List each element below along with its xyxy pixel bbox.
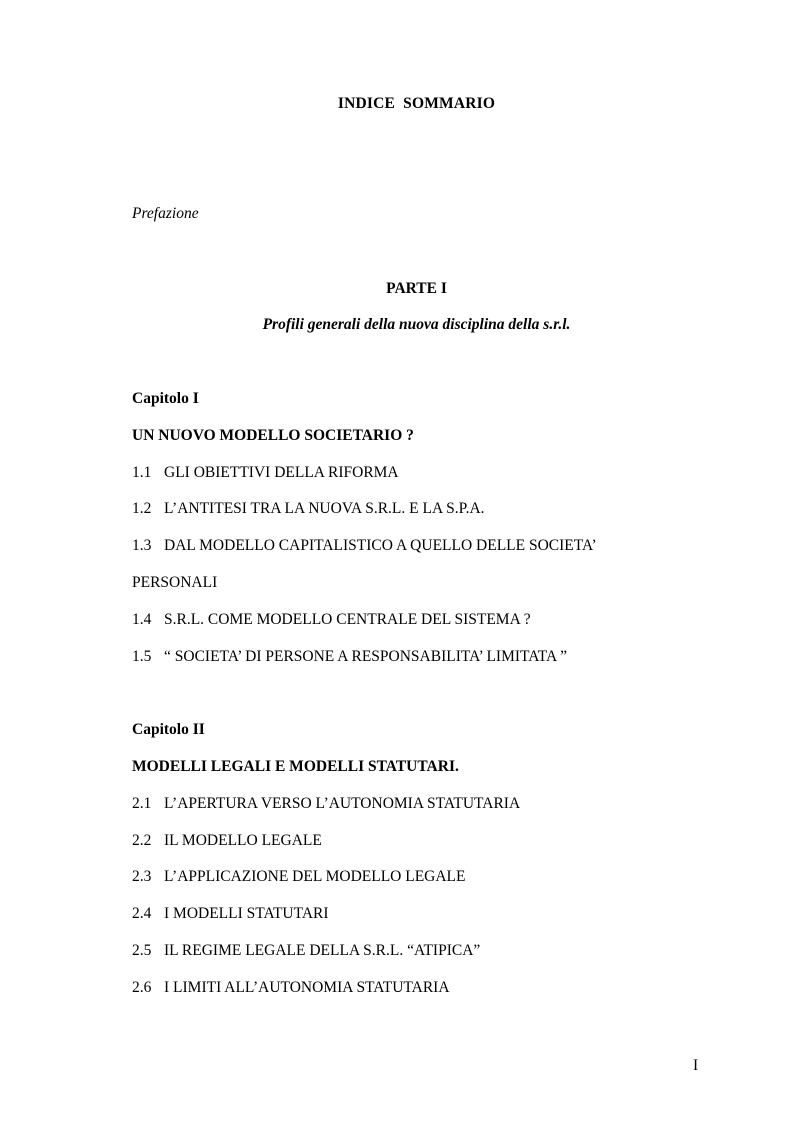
preface-entry: Prefazione <box>132 205 199 222</box>
toc-entry <box>132 648 567 666</box>
section-title: DAL MODELLO CAPITALISTICO A QUELLO DELLE SOCIETA’ <box>164 537 597 554</box>
toc-entry <box>132 464 399 482</box>
toc-entry <box>132 537 597 555</box>
section-number: 1.1 <box>132 464 152 481</box>
part-label: PARTE I <box>386 280 447 297</box>
section-number: 2.4 <box>132 905 152 922</box>
section-number: 2.1 <box>132 795 152 812</box>
toc-entry <box>132 795 520 813</box>
toc-entry <box>132 868 466 886</box>
part-subtitle: Profili generali della nuova disciplina della s.r.l. <box>262 316 571 333</box>
section-number: 1.2 <box>132 500 152 517</box>
section-title: GLI OBIETTIVI DELLA RIFORMA <box>164 464 399 481</box>
toc-entry <box>132 611 531 629</box>
section-number: 1.4 <box>132 611 152 628</box>
chapter-heading: UN NUOVO MODELLO SOCIETARIO ? <box>132 427 414 444</box>
section-title: IL MODELLO LEGALE <box>164 832 322 849</box>
toc-entry <box>132 832 322 850</box>
section-title: “ SOCIETA’ DI PERSONE A RESPONSABILITA’ LIMITATA ” <box>164 648 568 665</box>
section-title: I MODELLI STATUTARI <box>164 905 329 922</box>
section-title: S.R.L. COME MODELLO CENTRALE DEL SISTEMA ? <box>164 611 531 628</box>
chapter-label: Capitolo II <box>132 721 205 738</box>
section-title: I LIMITI ALL’AUTONOMIA STATUTARIA <box>164 979 450 996</box>
section-title-continuation: PERSONALI <box>132 574 218 591</box>
section-title: L’ANTITESI TRA LA NUOVA S.R.L. E LA S.P.A. <box>164 500 485 517</box>
section-title: IL REGIME LEGALE DELLA S.R.L. “ATIPICA” <box>164 942 481 959</box>
section-title: L’APPLICAZIONE DEL MODELLO LEGALE <box>164 868 466 885</box>
section-number: 2.2 <box>132 832 152 849</box>
section-title: L’APERTURA VERSO L’AUTONOMIA STATUTARIA <box>164 795 521 812</box>
page-number: I <box>693 1057 699 1074</box>
section-number: 2.3 <box>132 868 152 885</box>
section-number: 1.5 <box>132 648 152 665</box>
toc-entry <box>132 942 480 960</box>
chapter-heading: MODELLI LEGALI E MODELLI STATUTARI. <box>132 758 459 775</box>
toc-entry <box>132 979 450 997</box>
chapter-label: Capitolo I <box>132 390 199 407</box>
section-number: 2.5 <box>132 942 152 959</box>
section-number: 1.3 <box>132 537 152 554</box>
section-number: 2.6 <box>132 979 152 996</box>
toc-entry <box>132 500 485 518</box>
toc-entry <box>132 905 329 923</box>
index-title: INDICE SOMMARIO <box>337 95 496 112</box>
